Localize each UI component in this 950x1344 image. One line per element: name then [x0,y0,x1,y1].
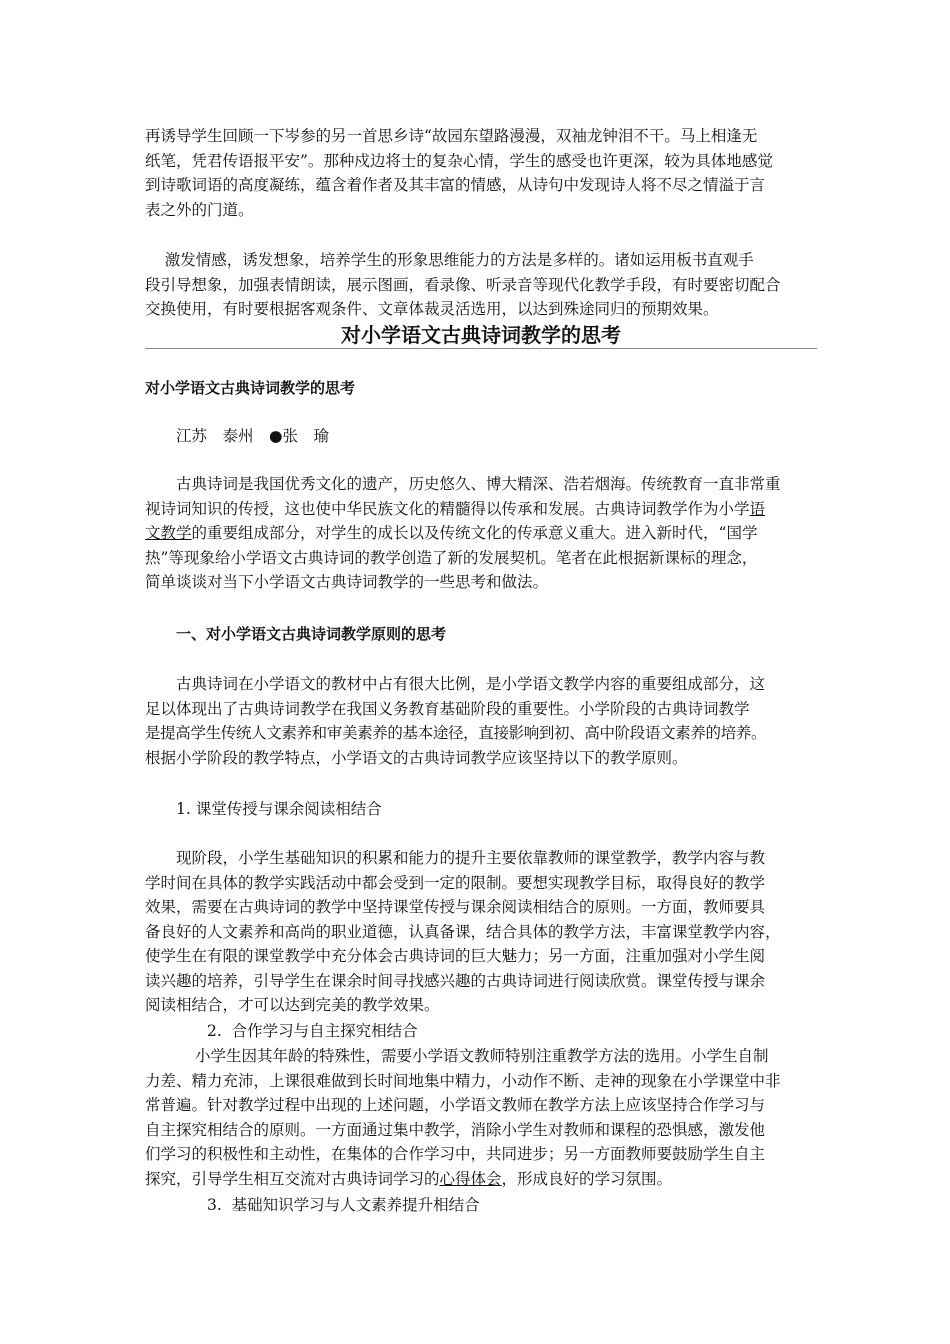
link-chinese-teaching-part1[interactable]: 语 [749,499,766,518]
title-divider [145,348,817,349]
article-subtitle: 对小学语文古典诗词教学的思考 [145,379,356,397]
item-1-paragraph [145,846,817,1018]
text-line: 纸笔，凭君传语报平安”。那种戍边将士的复杂心情，学生的感受也许更深，较为具体地感觉 [145,151,773,170]
text-line: 简单谈谈对当下小学语文古典诗词教学的一些思考和做法。 [145,573,549,591]
text-segment: ，形成良好的学习氛围。 [501,1169,673,1188]
text-segment: 古典诗词是我国优秀文化的遗产，历史悠久、博大精深、浩若烟海。传统教育一直非常重 [176,475,781,493]
item-2-heading: 2. 合作学习与自主探究相结合 [207,1022,418,1040]
text-line: 力差、精力充沛，上课很难做到长时间地集中精力，小动作不断、走神的现象在小学课堂中非 [145,1071,781,1090]
text-line: 段引导想象，加强表情朗读，展示图画，看录像、听录音等现代化教学手段，有时要密切配合 [145,275,781,294]
text-line [145,1167,817,1192]
article-paragraph-1 [145,472,817,595]
text-line [145,472,817,497]
intro-paragraph-1 [145,124,817,222]
article-byline: 江苏 泰州 ●张 瑜 [176,427,330,445]
link-learning-insights[interactable]: 心得体会 [439,1169,502,1188]
text-line: 是提高学生传统人文素养和审美素养的基本途径，直接影响到初、高中阶段语文素养的培养。 [145,724,767,742]
text-line: 热”等现象给小学语文古典诗词的教学创造了新的发展契机。笔者在此根据新课标的理念， [145,548,758,567]
section-1-paragraph [145,672,817,770]
link-chinese-teaching-part2[interactable]: 文教学 [145,524,192,542]
text-line: 自主探究相结合的原则。一方面通过集中教学，消除小学生对教师和课程的恐惧感，激发他 [145,1120,766,1139]
item-2-paragraph [145,1044,817,1191]
text-segment: 的重要组成部分，对学生的成长以及传统文化的传承意义重大。进入新时代，“国学 [191,524,758,542]
text-line: 阅读相结合，才可以达到完美的教学效果。 [145,996,440,1014]
text-line: 效果，需要在古典诗词的教学中坚持课堂传授与课余阅读相结合的原则。一方面，教师要具 [145,898,766,916]
text-line: 交换使用，有时要根据客观条件、文章体裁灵活选用，以达到殊途同归的预期效果。 [145,300,719,318]
text-line: 激发情感，诱发想象，培养学生的形象思维能力的方法是多样的。诸如运用板书直观手 [145,251,754,269]
text-line: 再诱导学生回顾一下岑参的另一首思乡诗“故园东望路漫漫，双袖龙钟泪不干。马上相逢无 [145,127,758,145]
text-line: 小学生因其年龄的特殊性，需要小学语文教师特别注重教学方法的选用。小学生自制 [195,1047,769,1065]
text-line: 表之外的门道。 [145,200,254,219]
intro-paragraph-2 [145,248,817,322]
text-segment: 探究，引导学生相互交流对古典诗词学习的 [145,1169,440,1188]
item-3-heading: 3. 基础知识学习与人文素养提升相结合 [207,1196,480,1214]
text-line: 古典诗词在小学语文的教材中占有很大比例，是小学语文教学内容的重要组成部分，这 [176,675,766,693]
text-line: 读兴趣的培养，引导学生在课余时间寻找感兴趣的古典诗词进行阅读欣赏。课堂传授与课余 [145,971,766,990]
text-line: 备良好的人文素养和高尚的职业道德，认真备课，结合具体的教学方法，丰富课堂教学内容， [145,922,781,941]
text-line: 常普遍。针对教学过程中出现的上述问题，小学语文教师在教学方法上应该坚持合作学习与 [145,1096,766,1114]
text-line [145,521,817,546]
text-line: 到诗歌词语的高度凝练，蕴含着作者及其丰富的情感，从诗句中发现诗人将不尽之情溢于言 [145,176,766,194]
item-1-heading: 1. 课堂传授与课余阅读相结合 [176,800,382,818]
text-line: 足以体现出了古典诗词教学在我国义务教育基础阶段的重要性。小学阶段的古典诗词教学 [145,699,750,718]
text-line: 根据小学阶段的教学特点，小学语文的古典诗词教学应该坚持以下的教学原则。 [145,748,688,767]
section-1-heading: 一、对小学语文古典诗词教学原则的思考 [176,625,447,643]
text-line: 们学习的积极性和主动性，在集体的合作学习中，共同进步；另一方面教师要鼓励学生自主 [145,1145,766,1163]
article-title: 对小学语文古典诗词教学的思考 [341,323,621,347]
text-segment: 视诗词知识的传授，这也使中华民族文化的精髓得以传承和发展。古典诗词教学作为小学 [145,499,750,518]
text-line: 现阶段，小学生基础知识的积累和能力的提升主要依靠教师的课堂教学，教学内容与教 [176,849,766,867]
text-line [145,497,817,522]
text-line: 学时间在具体的教学实践活动中都会受到一定的限制。要想实现教学目标，取得良好的教学 [145,873,766,892]
text-line: 使学生在有限的课堂教学中充分体会古典诗词的巨大魅力；另一方面，注重加强对小学生阅 [145,947,766,965]
